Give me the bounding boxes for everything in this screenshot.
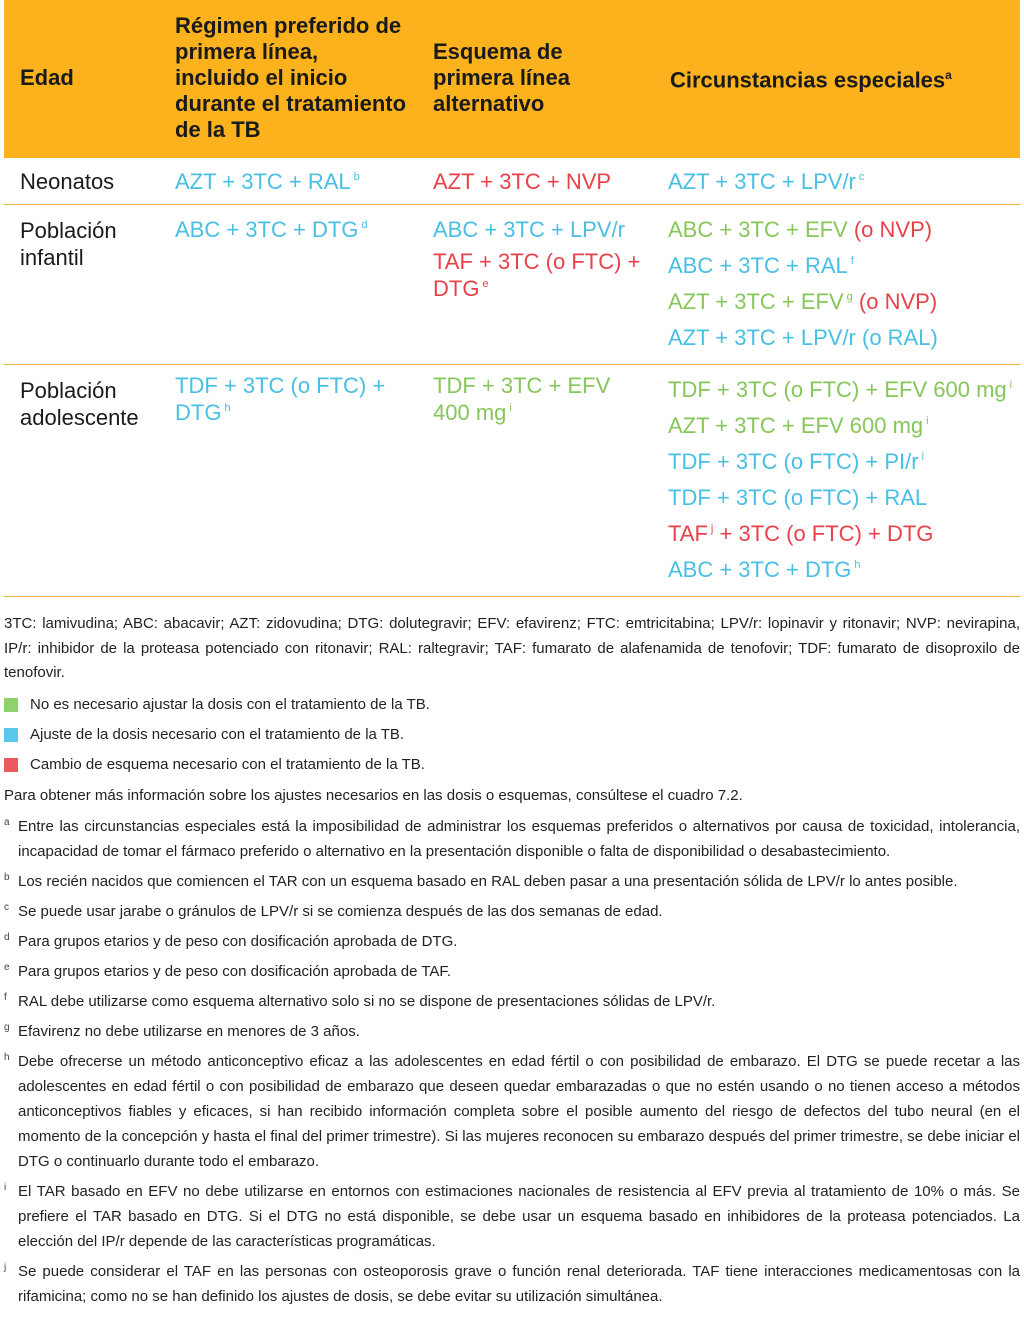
legend-swatch [4, 728, 18, 742]
regimen-text: TDF + 3TC (o FTC) + PI/r [668, 449, 919, 474]
cell-preferred [159, 205, 417, 365]
regimen-text: ABC + 3TC + DTG [175, 217, 359, 242]
regimen-entry [668, 284, 1014, 320]
footnote [4, 929, 1020, 954]
row-age: Población infantil [20, 218, 117, 270]
row-age: Población adolescente [20, 378, 139, 430]
cell-special [652, 365, 1020, 597]
cell-special [652, 205, 1020, 365]
footnote-text: El TAR basado en EFV no debe utilizarse en entornos con estimaciones nacionales de resistencia al EFV previa al tratamiento de 10% o más. Se prefiere el TAR basado en DTG. Si el DTG no está disponible, se debe usar un esquema basado en inhibidores de la proteasa potenciados. La elección del IP/r depende de las características programáticas. [18, 1182, 1020, 1250]
footnote-letter: h [4, 1051, 10, 1063]
legend-label: Ajuste de la dosis necesario con el tratamiento de la TB. [30, 726, 405, 743]
footnote-text: Se puede considerar el TAF en las personas con osteoporosis grave o función renal deteriorada. TAF tiene interacciones medicamentosas con la rifamicina; como no se han definido los ajustes de dosis, se debe evitar su utilización simultánea. [18, 1262, 1020, 1305]
footnote-mark: e [482, 278, 489, 290]
regimen-table [4, 0, 1020, 597]
regimen-text: AZT + 3TC + LPV/r [668, 169, 856, 194]
cell-alternative [417, 205, 652, 365]
cell-preferred [159, 158, 417, 205]
footnote [4, 959, 1020, 984]
footnote [4, 989, 1020, 1014]
regimen-entry [175, 372, 411, 426]
table-row [4, 158, 1020, 205]
regimen-text: ABC + 3TC + LPV/r [433, 217, 625, 242]
footnote-mark: h [854, 559, 861, 571]
footnote-text: Se puede usar jarabe o gránulos de LPV/r si se comienza después de las dos semanas de edad. [18, 902, 663, 920]
footnotes [4, 814, 1020, 1309]
table-row [4, 205, 1020, 365]
footnote [4, 899, 1020, 924]
footnote-text: Efavirenz no debe utilizarse en menores de 3 años. [18, 1022, 360, 1040]
footnote-mark: c [858, 171, 865, 183]
footnote-text: RAL debe utilizarse como esquema alternativo solo si no se dispone de presentaciones sólidas de LPV/r. [18, 992, 716, 1010]
regimen-entry [668, 552, 1014, 588]
footnote-text: Para grupos etarios y de peso con dosificación aprobada de DTG. [18, 932, 458, 950]
footnote-letter: d [4, 931, 10, 943]
regimen-text: AZT + 3TC + EFV [668, 289, 844, 314]
regimen-entry [175, 212, 411, 248]
regimen-text: AZT + 3TC + NVP [433, 169, 612, 194]
regimen-text: TAF [668, 521, 708, 546]
abbreviations: 3TC: lamivudina; ABC: abacavir; AZT: zidovudina; DTG: dolutegravir; EFV: efavirenz; FTC: emtricitabina; LPV/r: lopinavir y ritonavir; NVP: nevirapina, IP/r: inhibidor de la proteasa potenciado con ritonavir; RAL: raltegravir; TAF: fumarato de alafenamida de tenofovir; TDF: fumarato de disoproxilo de tenofovir. [4, 615, 1020, 681]
regimen-entry [433, 372, 646, 426]
regimen-tail: (o NVP) [858, 289, 938, 314]
regimen-text: TDF + 3TC + EFV 400 mg [433, 373, 611, 425]
row-age: Neonatos [20, 169, 115, 194]
legend-item [4, 750, 1020, 780]
legend-item [4, 690, 1020, 720]
cell-alternative [417, 158, 652, 205]
regimen-entry [668, 164, 1014, 200]
footnote-text: Para grupos etarios y de peso con dosificación aprobada de TAF. [18, 962, 452, 980]
regimen-tail: + 3TC (o FTC) + DTG [719, 521, 934, 546]
header-special-label: Circunstancias especiales [670, 67, 946, 93]
regimen-text: TDF + 3TC (o FTC) + DTG [175, 373, 386, 425]
regimen-text: TDF + 3TC (o FTC) + EFV 600 mg [668, 377, 1007, 402]
cell-preferred [159, 365, 417, 597]
header-special-footnote: a [945, 68, 952, 83]
footnote-mark: b [353, 171, 360, 183]
regimen-text: TAF + 3TC (o FTC) + DTG [433, 249, 641, 301]
regimen-entry [668, 516, 1014, 552]
footnote-letter: e [4, 961, 10, 973]
regimen-entry [175, 164, 411, 200]
footnote-mark: j [710, 523, 714, 535]
footnote-mark: g [846, 291, 853, 303]
header-preferred: Régimen preferido de primera línea, incluido el inicio durante el tratamiento de la TB [175, 13, 407, 142]
footnote [4, 1019, 1020, 1044]
regimen-entry [668, 248, 1014, 284]
regimen-text: ABC + 3TC + DTG [668, 557, 852, 582]
footnote-mark: i [509, 402, 512, 414]
footnote-letter: i [4, 1181, 7, 1193]
legend-item [4, 720, 1020, 750]
footnote [4, 814, 1020, 864]
footnote [4, 1259, 1020, 1309]
legend-swatch [4, 698, 18, 712]
legend-swatch [4, 758, 18, 772]
header-special [652, 0, 1020, 158]
footnote-mark: i [1009, 379, 1013, 391]
regimen-entry [433, 212, 646, 248]
footnote-letter: b [4, 871, 10, 883]
regimen-entry [668, 212, 1014, 248]
regimen-text: AZT + 3TC + RAL [175, 169, 351, 194]
regimen-entry [668, 320, 1014, 356]
footnote-letter: f [4, 991, 7, 1003]
color-legend [4, 690, 1020, 780]
header-age: Edad [20, 65, 74, 90]
footnote-mark: d [361, 219, 368, 231]
regimen-entry [433, 248, 646, 302]
table-row [4, 365, 1020, 597]
footnote-mark: f [850, 255, 854, 267]
footnote [4, 1049, 1020, 1174]
regimen-entry [668, 480, 1014, 516]
footnote-text: Debe ofrecerse un método anticonceptivo eficaz a las adolescentes en edad fértil o con posibilidad de embarazo. El DTG se puede recetar a las adolescentes en edad fértil o con posibilidad de embarazo que deseen quedar embarazadas o que no estén usando o no tienen acceso a métodos anticonceptivos fiables y eficaces, si han recibido información completa sobre el posible aumento del riesgo de defectos del tubo neural (en el momento de la concepción y hasta el final del primer trimestre). Si las mujeres reconocen su embarazo después del primer trimestre, se debe iniciar el DTG o continuarlo durante todo el embarazo. [18, 1052, 1020, 1170]
regimen-entry [668, 408, 1014, 444]
footnote-letter: c [4, 901, 9, 913]
regimen-entry [433, 164, 646, 200]
footnote [4, 1179, 1020, 1254]
legend-label: No es necesario ajustar la dosis con el tratamiento de la TB. [30, 696, 430, 713]
regimen-text: AZT + 3TC + LPV/r (o RAL) [668, 325, 938, 350]
regimen-entry [668, 444, 1014, 480]
footnote-letter: g [4, 1021, 10, 1033]
table-notes [4, 612, 1020, 1314]
legend-label: Cambio de esquema necesario con el tratamiento de la TB. [30, 756, 425, 773]
cell-special [652, 158, 1020, 205]
footnote-mark: h [224, 402, 231, 414]
regimen-text: TDF + 3TC (o FTC) + RAL [668, 485, 928, 510]
regimen-entry [668, 372, 1014, 408]
footnote-text: Los recién nacidos que comiencen el TAR con un esquema basado en RAL deben pasar a una presentación sólida de LPV/r lo antes posible. [18, 872, 958, 890]
more-info: Para obtener más información sobre los ajustes necesarios en las dosis o esquemas, consúltese el cuadro 7.2. [4, 786, 743, 804]
regimen-text: AZT + 3TC + EFV 600 mg [668, 413, 924, 438]
footnote-mark: i [921, 451, 925, 463]
footnote-mark: i [926, 415, 929, 427]
regimen-text: ABC + 3TC + RAL [668, 253, 848, 278]
regimen-text: ABC + 3TC + EFV [668, 217, 848, 242]
footnote-text: Entre las circunstancias especiales está la imposibilidad de administrar los esquemas preferidos o alternativos por causa de toxicidad, intolerancia, incapacidad de tomar el fármaco preferido o alternativo en la presentación disponible o falta de disponibilidad o desabastecimiento. [18, 817, 1020, 860]
footnote-letter: j [4, 1261, 7, 1273]
regimen-tail: (o NVP) [853, 217, 933, 242]
footnote [4, 869, 1020, 894]
header-alternative: Esquema de primera línea alternativo [433, 39, 570, 116]
cell-alternative [417, 365, 652, 597]
table-header-row [4, 0, 1020, 158]
footnote-letter: a [4, 816, 10, 828]
